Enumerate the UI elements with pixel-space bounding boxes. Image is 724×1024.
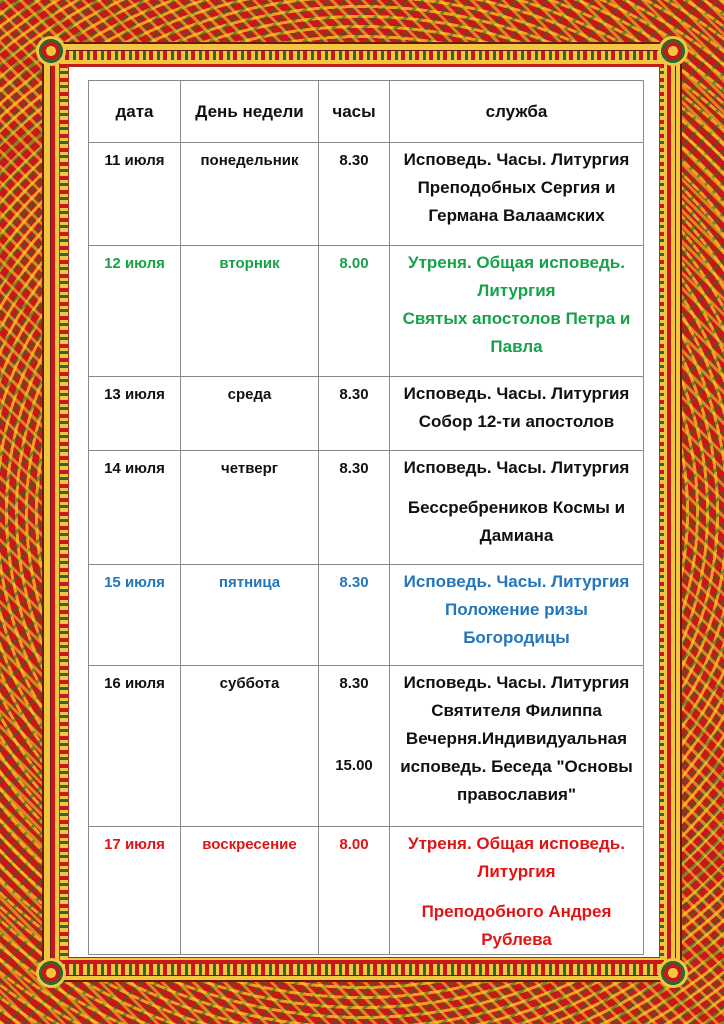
service-line: Исповедь. Часы. Литургия <box>403 458 630 477</box>
row-time: 8.00 <box>339 836 369 853</box>
row-weekday: понедельник <box>200 152 299 169</box>
row-date: 12 июля <box>104 255 165 272</box>
service-line: Положение ризы Богородицы <box>445 600 588 647</box>
row-weekday: четверг <box>221 460 278 477</box>
corner-ornament-icon <box>36 958 66 988</box>
table-row <box>89 246 644 377</box>
row-time: 8.00 <box>339 255 369 272</box>
row-service <box>390 451 643 550</box>
row-date: 11 июля <box>104 152 165 169</box>
row-date: 16 июля <box>104 675 165 692</box>
service-schedule-table <box>88 80 644 955</box>
row-weekday: суббота <box>219 675 280 692</box>
table-row <box>89 666 644 827</box>
service-line: Святых апостолов Петра и <box>402 309 631 328</box>
service-line: Германа Валаамских <box>428 206 605 225</box>
service-line: Павла <box>490 337 543 356</box>
row-time: 8.30 <box>339 152 369 169</box>
service-line: Исповедь. Часы. Литургия <box>403 572 630 591</box>
row-date: 14 июля <box>104 460 165 477</box>
table-row <box>89 565 644 666</box>
row-service <box>390 377 643 436</box>
row-service <box>390 565 643 652</box>
row-service <box>390 666 643 809</box>
service-line: Преподобных Сергия и <box>417 178 616 197</box>
row-time: 8.30 <box>339 675 369 692</box>
row-time: 8.30 <box>339 574 369 591</box>
row-weekday: вторник <box>219 255 280 272</box>
header-weekday: День недели <box>181 81 319 143</box>
service-line: Утреня. Общая исповедь. <box>408 834 625 853</box>
table-row <box>89 827 644 955</box>
service-line: Исповедь. Часы. Литургия <box>403 384 630 403</box>
corner-ornament-icon <box>36 36 66 66</box>
service-line: Дамиана <box>479 526 554 545</box>
row-time: 8.30 <box>339 386 369 403</box>
corner-ornament-icon <box>658 958 688 988</box>
table-row <box>89 451 644 565</box>
service-line: Исповедь. Часы. Литургия <box>403 673 630 692</box>
service-line: Собор 12-ти апостолов <box>418 412 615 431</box>
service-line: Литургия <box>477 862 556 881</box>
service-line: Святителя Филиппа <box>431 701 602 720</box>
row-weekday: среда <box>227 386 272 403</box>
row-weekday: воскресение <box>202 836 297 853</box>
table-row <box>89 377 644 451</box>
row-service <box>390 246 643 361</box>
service-line: Бессребреников Космы и <box>407 498 626 517</box>
row-service <box>390 143 643 230</box>
corner-ornament-icon <box>658 36 688 66</box>
table-header-row <box>89 81 644 143</box>
header-date: дата <box>89 81 181 143</box>
service-line: православия" <box>456 785 577 804</box>
service-line: Литургия <box>477 281 556 300</box>
row-time: 8.30 <box>339 460 369 477</box>
row-date: 15 июля <box>104 574 165 591</box>
service-line: исповедь. Беседа "Основы <box>400 757 633 776</box>
service-line: Утреня. Общая исповедь. <box>408 253 625 272</box>
row-date: 17 июля <box>104 836 165 853</box>
row-service <box>390 827 643 954</box>
row-date: 13 июля <box>104 386 165 403</box>
row-time-second: 15.00 <box>335 757 373 774</box>
service-line: Вечерня.Индивидуальная <box>405 729 628 748</box>
header-time: часы <box>319 81 390 143</box>
service-line: Исповедь. Часы. Литургия <box>403 150 630 169</box>
row-weekday: пятница <box>218 574 281 591</box>
header-service: служба <box>390 81 644 143</box>
service-line: Преподобного Андрея Рублева <box>421 902 612 949</box>
table-row <box>89 143 644 246</box>
